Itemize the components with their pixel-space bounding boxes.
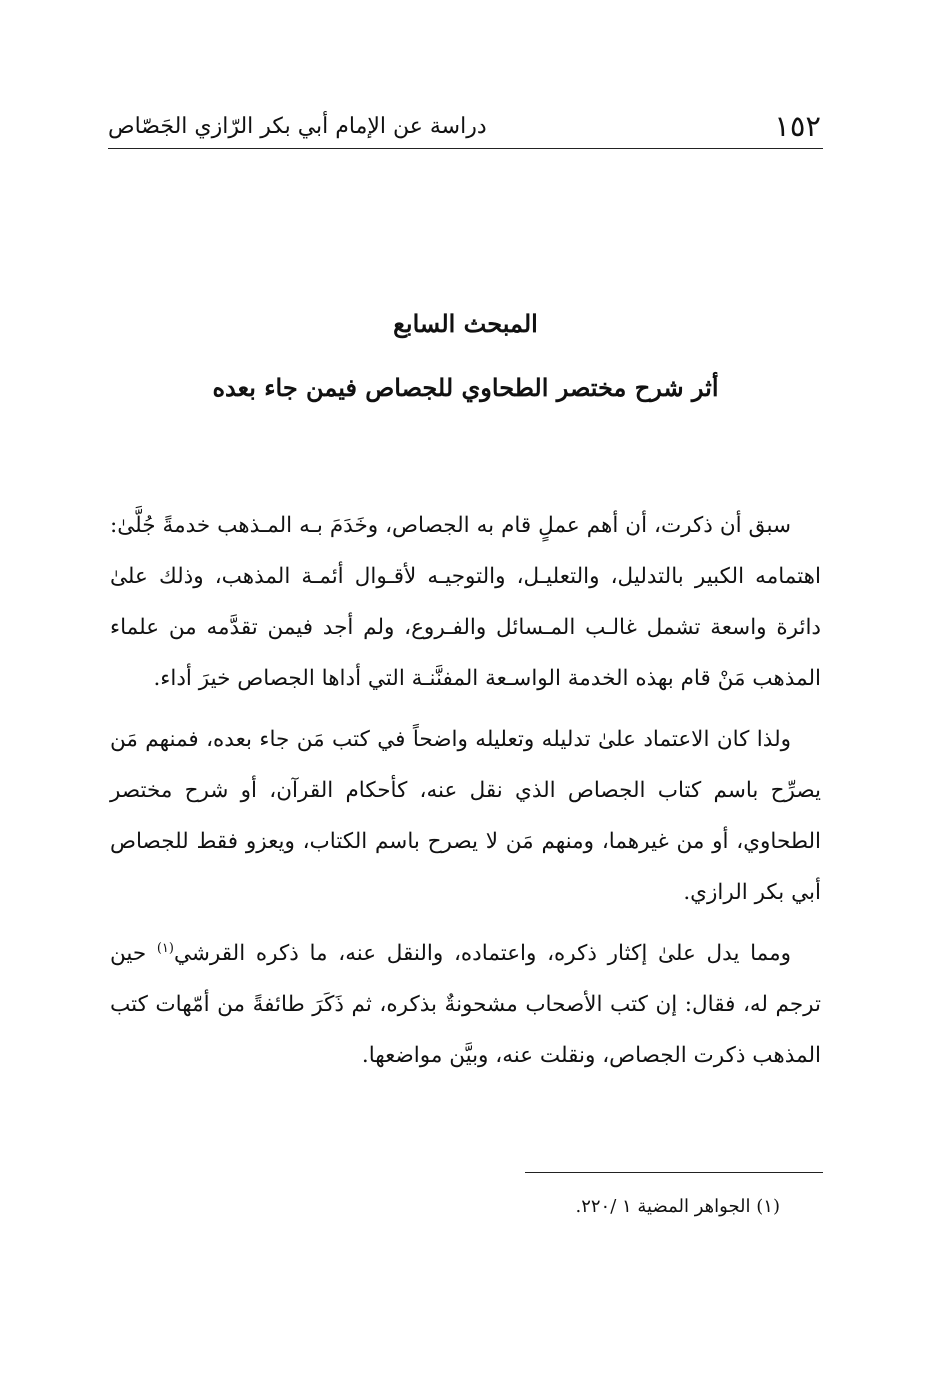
chapter-title: أثر شرح مختصر الطحاوي للجصاص فيمن جاء بعده — [212, 373, 719, 402]
section-heading: المبحث السابع — [393, 309, 538, 338]
paragraph-3-part-2: حين ترجم له، فقال: إن كتب الأصحاب مشحونةٌ بذكره، ثم ذَكَرَ طائفةً من أمّهات كتب المذهب ذكرت الجصاص، ونقلت عنه، وبيَّن مواضعها. — [110, 941, 821, 1068]
footnote-reference[interactable]: (١) — [156, 940, 174, 956]
paragraph-1: سبق أن ذكرت، أن أهم عملٍ قام به الجصاص، وخَدَمَ بـه المـذهب خدمةً جُلَّىٰ: اهتمامه الكبير بالتدليل، والتعليـل، والتوجيـه لأقـوال أئمـة المذهب، وذلك علىٰ دائرة واسعة تشمل غالـب المـسائل والفـروع، ولم أجد فيمن تقدَّمه من علماء المذهب مَنْ قام بهذه الخدمة الواسـعة المفنَّنـة التي أداها الجصاص خيرَ أداء. — [110, 513, 821, 691]
footnote: (١) الجواهر المضية ١ /٢٢٠. — [575, 1196, 780, 1217]
running-header — [108, 104, 823, 149]
footnote-divider — [525, 1172, 823, 1173]
paragraph-2: ولذا كان الاعتماد علىٰ تدليله وتعليله واضحاً في كتب مَن جاء بعده، فمنهم مَن يصرِّح باسم كتاب الجصاص الذي نقل عنه، كأحكام القرآن، أو شرح مختصر الطحاوي، أو من غيرهما، ومنهم مَن لا يصرح باسم الكتاب، ويعزو فقط للجصاص أبي بكر الرازي. — [110, 727, 821, 905]
body-text — [110, 500, 821, 1091]
paragraph-3 — [110, 928, 821, 1081]
page-number: ١٥٢ — [774, 109, 821, 143]
book-title: دراسة عن الإمام أبي بكر الرّازي الجَصّاص — [108, 114, 487, 139]
paragraph-3-part-1: ومما يدل علىٰ إكثار ذكره، واعتماده، والنقل عنه، ما ذكره القرشي — [173, 941, 792, 966]
